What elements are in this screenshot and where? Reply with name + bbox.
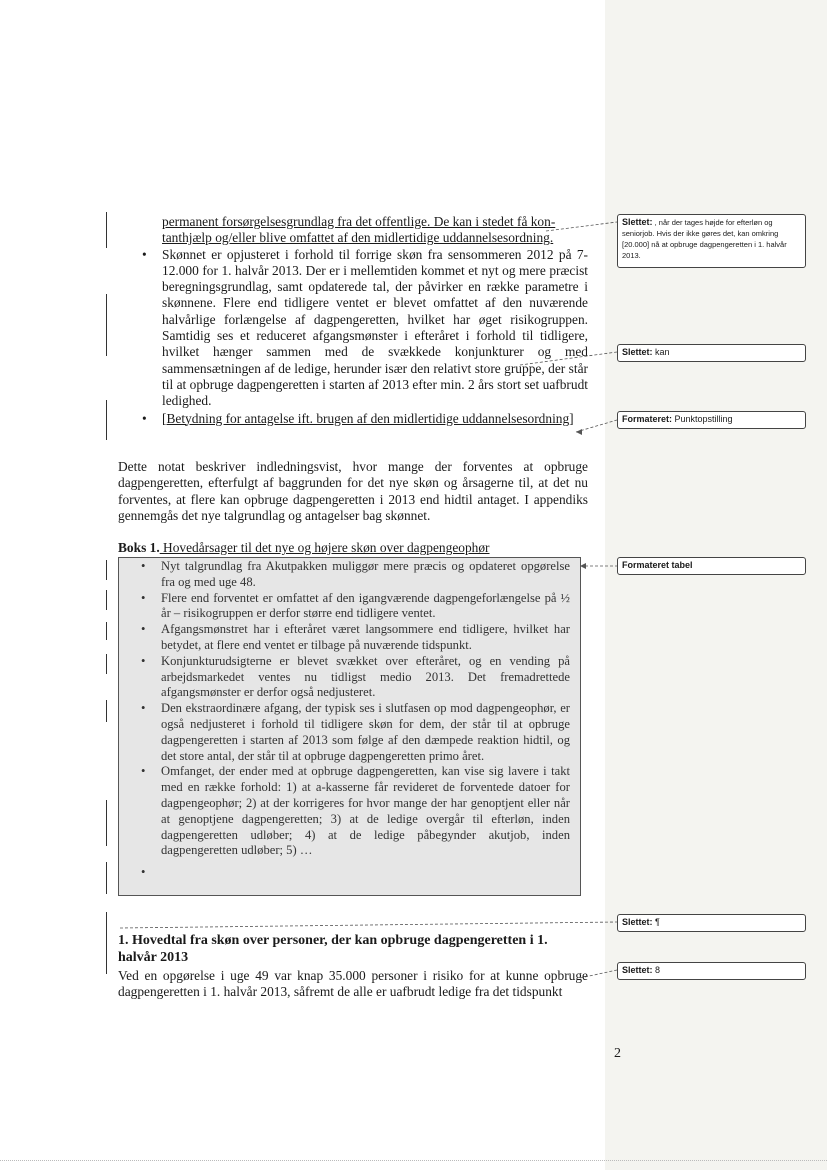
comment-label: Formateret: (622, 414, 673, 424)
box-item-text: Nyt talgrundlag fra Akutpakken muliggør mere præcis og opdateret opgørelse fra og med uge 48. (161, 559, 570, 589)
bullet-icon: • (141, 622, 146, 637)
bullet-icon: • (142, 410, 147, 426)
box-item-text: Afgangsmønstret har i efteråret været langsommere end tidligere, hvilket har betydet, at flere end ventet er tilbage på nuværende tidspunkt. (161, 622, 570, 652)
comment-label: Slettet: (622, 917, 653, 927)
comment-label: Slettet: (622, 217, 653, 227)
section-heading: 1. Hovedtal fra skøn over personer, der kan opbruge dagpengeretten i 1. halvår 2013 (118, 933, 548, 965)
box-title-bold: Boks 1. (118, 540, 160, 555)
bullet-icon: • (141, 653, 146, 668)
box-item-text: Flere end forventet er omfattet af den igangværende dagpengeforlængelse på ½ år – risikogruppen er derfor større end tidligere ventet. (161, 590, 570, 621)
bullet-icon: • (141, 865, 146, 880)
comment-text: Punktopstilling (672, 414, 733, 424)
bullet-icon: • (142, 246, 147, 262)
comment-text: , når der tages højde for efterløn og seniorjob. Hvis der ikke gøres det, kan omkring [20.000] nå at opbruge dagpengeretten i 1. halvår 2013. (622, 218, 787, 260)
comment-deleted-3[interactable] (617, 914, 806, 932)
bullet-icon: • (141, 559, 146, 573)
comment-deleted-1[interactable] (617, 214, 806, 268)
list-item-text: tanthjælp og/eller blive omfattet af den midlertidige uddannelsesordning. (162, 230, 554, 246)
comment-text: kan (652, 347, 670, 357)
list-item-text: Skønnet er opjusteret i forhold til forrige skøn fra sensommeren 2012 på 7-12.000 for 1. halvår 2013. Der er i mellemtiden kommet et nyt og mere præcist beregningsgrundlag, samt opdaterede tal, der påvirker en række parametre i skønnene. Flere end tidligere ventet er blevet omfattet af den nuværende halvårlige forlængelse af dagpengeretten, hvilket har øget risikogruppen. Samtidig ses et reduceret afgangsmønster i efteråret i forhold til tidligere, hvilket hænger sammen med de svækkede konjunkturer og med sammensætningen af de ledige, herunder især den relativt store gruppe, der står til at opbruge dagpengeretten i starten af 2013 efter min. 2 års stort set uafbrudt ledighed. (162, 246, 588, 409)
comment-label: Formateret tabel (622, 560, 693, 570)
comment-label: Slettet: (622, 965, 653, 975)
box-item-text: Den ekstraordinære afgang, der typisk ses i slutfasen op mod dagpengeophør, er også nedjusteret i forhold til tidligere skøn for dem, der står til at opbruge dagpengeretten i starten af 2013 som følge af den dæmpede reaktion hidtil, og det store antal, der står til at opbruge dagpengeretten primo året. (161, 701, 570, 763)
section-paragraph: Ved en opgørelse i uge 49 var knap 35.000 personer i risiko for at kunne opbruge dagpengeretten i 1. halvår 2013, såfremt de alle er uafbrudt ledige fra det tidspunkt (118, 968, 588, 1000)
list-item-text: permanent forsørgelsesgrundlag fra det offentlige. De kan i stedet få kon- (162, 214, 556, 229)
box-item-text: Konjunkturudsigterne er blevet svækket over efteråret, og en vending på arbejdsmarkedet ventes nu tidligst medio 2013. Det fremadrettede afgangsmønster er derfor også nedjusteret. (161, 653, 570, 700)
intro-text: Dette notat beskriver indledningsvist, hvor mange der forventes at opbruge dagpengeretten, efterfulgt af baggrunden for det nye skøn og årsagerne til, at det nu forventes, at flere kan opbruge dagpengeretten i 2013 end hidtil antaget. I appendiks gennemgås det nye talgrundlag og antagelser bag skønnet. (118, 459, 588, 523)
comment-formatted-table[interactable] (617, 557, 806, 575)
comment-deleted-4[interactable] (617, 962, 806, 980)
box-title-text: Hovedårsager til det nye og højere skøn over dagpengeophør (159, 540, 490, 555)
list-item-text: [Betydning for antagelse ift. brugen af den midlertidige uddannelsesordning] (162, 410, 574, 426)
comment-label: Slettet: (622, 347, 653, 357)
bullet-icon: • (141, 701, 146, 716)
comment-text: ¶ (652, 917, 660, 927)
box-item-text: Omfanget, der ender med at opbruge dagpengeretten, kan vise sig lavere i takt med en række forhold: 1) at a-kasserne får revideret de forventede datoer for dagpengeophør; 2) at der korrigeres for hvor mange der har genoptjent eller når at genoptjene dagpengeretten; 3) at de ledige overgår til efterløn, inden dagpengeretten udløber; 4) at de ledige påbegynder akutjob, inden dagpengeretten udløber; 5) … (161, 764, 570, 858)
comment-deleted-2[interactable] (617, 344, 806, 362)
bullet-icon: • (141, 590, 146, 605)
bullet-icon: • (141, 764, 146, 779)
page-number: 2 (614, 1046, 621, 1061)
comment-formatted-1[interactable] (617, 411, 806, 429)
comment-text: 8 (652, 965, 661, 975)
